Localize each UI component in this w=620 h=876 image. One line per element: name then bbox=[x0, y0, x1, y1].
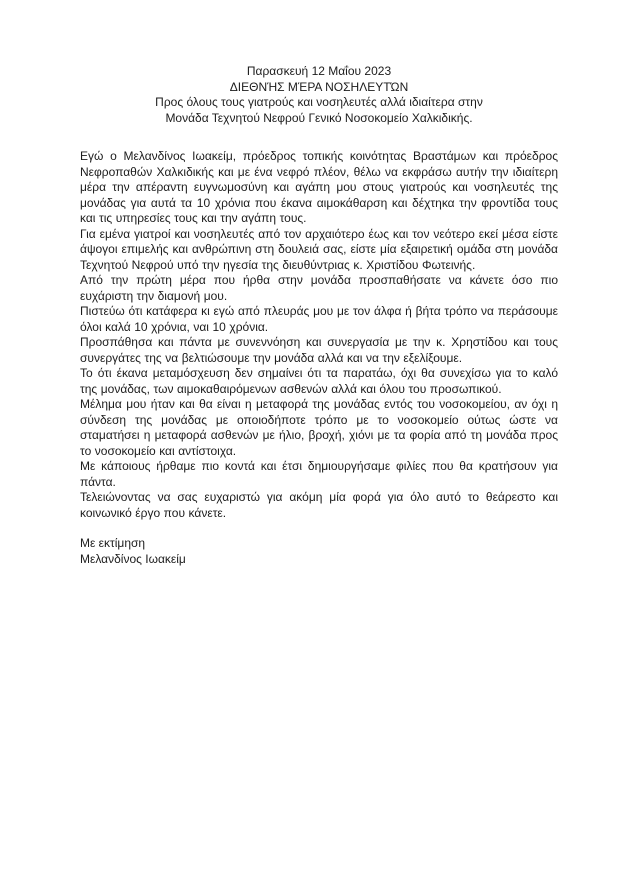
letter-paragraph-2: Για εμένα γιατροί και νοσηλευτές από τον αρχαιότερο έως και τον νεότερο εκεί μέσα είστε άψογοι επιμελής και ανθρώπινη στη δουλειά σας, είστε μία εξαιρετική ομάδα στη μονάδα Τεχνητού Νεφρού υπό την ηγεσία της διευθύντριας κ. Χριστίδου Φωτεινής. bbox=[80, 226, 558, 272]
letter-body bbox=[80, 149, 558, 521]
letter-header bbox=[80, 64, 558, 126]
letter-paragraph-8: Με κάποιους ήρθαμε πιο κοντά και έτσι δημιουργήσαμε φιλίες που θα κρατήσουν για πάντα. bbox=[80, 459, 558, 489]
letter-addressee-line-1: Προς όλους τους γιατρούς και νοσηλευτές αλλά ιδιαίτερα στην bbox=[155, 95, 483, 109]
letter-paragraph-9: Τελειώνοντας να σας ευχαριστώ για ακόμη μία φορά για όλο αυτό το θεάρεστο και κοινωνικό έργο που κάνετε. bbox=[80, 490, 558, 520]
letter-paragraph-6: Το ότι έκανα μεταμόσχευση δεν σημαίνει ότι τα παρατάω, όχι θα συνεχίσω για το καλό της μονάδας, των αιμοκαθαιρόμενων ασθενών αλλά και όλου του προσωπικού. bbox=[80, 366, 558, 396]
letter-date: Παρασκευή 12 Μαΐου 2023 bbox=[246, 64, 392, 78]
letter-paragraph-1: Εγώ ο Μελανδίνος Ιωακείμ, πρόεδρος τοπικής κοινότητας Βραστάμων και πρόεδρος Νεφροπαθών Χαλκιδικής και με ένα νεφρό πλέον, θέλω να εκφράσω αυτήν την ιδιαίτερη μέρα την απέραντη ευγνωμοσύνη και αγάπη μου στους γιατρούς και νοσηλευτές της μονάδας για αυτά τα 10 χρόνια που έκανα αιμοκάθαρση και δέχτηκα την φροντίδα τους και τις υπηρεσίες τους και την αγάπη τους. bbox=[80, 149, 558, 225]
closing-salutation: Με εκτίμηση bbox=[80, 536, 146, 550]
letter-title: ΔΙΕΘΝΉΣ ΜΈΡΑ ΝΟΣΗΛΕΥΤΏΝ bbox=[229, 79, 409, 94]
letter-closing bbox=[80, 536, 558, 567]
letter-paragraph-5: Προσπάθησα και πάντα με συνεννόηση και συνεργασία με την κ. Χρηστίδου και τους συνεργάτες της να βελτιώσουμε την μονάδα αλλά και να την εξελίξουμε. bbox=[80, 335, 558, 365]
letter-paragraph-3: Από την πρώτη μέρα που ήρθα στην μονάδα προσπαθήσατε να κάνετε όσο πιο ευχάριστη την διαμονή μου. bbox=[80, 273, 558, 303]
letter-paragraph-4: Πιστεύω ότι κατάφερα κι εγώ από πλευράς μου με τον άλφα ή βήτα τρόπο να περάσουμε όλοι καλά 10 χρόνια, ναι 10 χρόνια. bbox=[80, 304, 558, 334]
letter-paragraph-7: Μέλημα μου ήταν και θα είναι η μεταφορά της μονάδας εντός του νοσοκομείου, αν όχι η σύνδεση της μονάδας με οποιοδήποτε τρόπο με το νοσοκομείο ούτως ώστε να σταματήσει η μεταφορά ασθενών με ήλιο, βροχή, χιόνι με τα φορία από τη μονάδα προς το νοσοκομείο και αντίστοιχα. bbox=[80, 397, 558, 458]
letter-addressee-line-2: Μονάδα Τεχνητού Νεφρού Γενικό Νοσοκομείο Χαλκιδικής. bbox=[165, 110, 473, 125]
closing-signature: Μελανδίνος Ιωακείμ bbox=[80, 551, 186, 566]
